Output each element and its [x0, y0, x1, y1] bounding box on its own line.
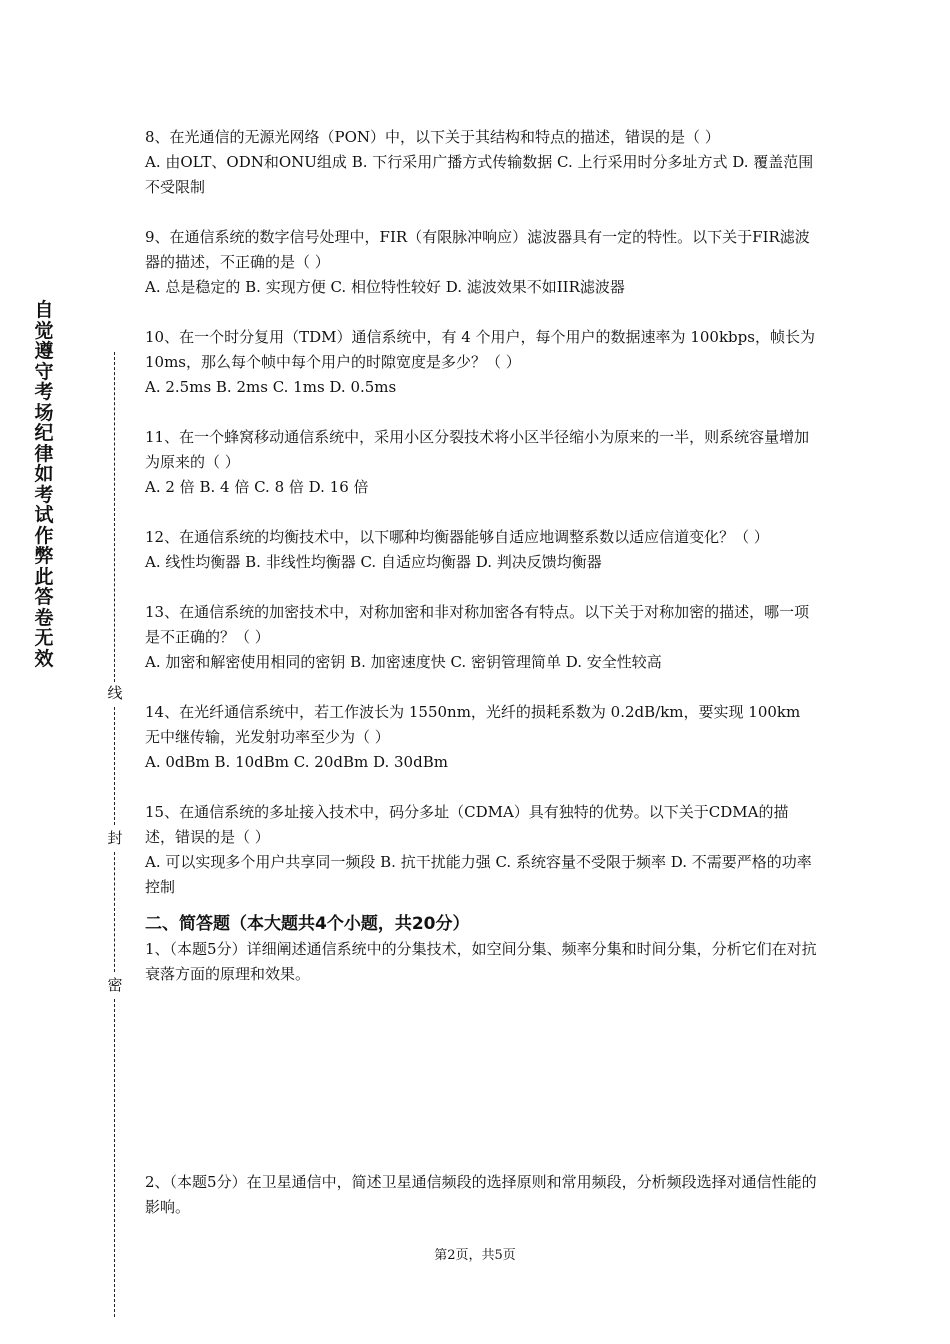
question-options: A. 加密和解密使用相同的密钥 B. 加密速度快 C. 密钥管理简单 D. 安全性较高: [145, 653, 662, 671]
binding-line: [104, 352, 126, 1317]
question-14: [145, 700, 817, 775]
question-8: [145, 125, 817, 200]
question-13: [145, 600, 817, 675]
question-options: A. 线性均衡器 B. 非线性均衡器 C. 自适应均衡器 D. 判决反馈均衡器: [145, 553, 602, 571]
question-stem: 14、在光纤通信系统中，若工作波长为 1550nm，光纤的损耗系数为 0.2dB/km，要实现 100km 无中继传输，光发射功率至少为（ ）: [145, 703, 801, 746]
question-stem: 11、在一个蜂窝移动通信系统中，采用小区分裂技术将小区半径缩小为原来的一半，则系统容量增加为原来的（ ）: [145, 428, 810, 471]
binding-dash: [114, 707, 115, 825]
binding-mark-line: 线: [107, 684, 123, 702]
question-stem: 8、在光通信的无源光网络（PON）中，以下关于其结构和特点的描述，错误的是（ ）: [145, 128, 720, 146]
question-options: A. 总是稳定的 B. 实现方便 C. 相位特性较好 D. 滤波效果不如IIR滤波器: [145, 278, 625, 296]
binding-dash: [114, 352, 115, 682]
question-options: A. 0dBm B. 10dBm C. 20dBm D. 30dBm: [145, 753, 448, 771]
question-stem: 13、在通信系统的加密技术中，对称加密和非对称加密各有特点。以下关于对称加密的描述，哪一项是不正确的？（ ）: [145, 603, 810, 646]
question-10: [145, 325, 817, 400]
question-12: [145, 525, 817, 575]
section-title: 二、简答题（本大题共4个小题，共20分）: [145, 914, 470, 934]
question-stem: 15、在通信系统的多址接入技术中，码分多址（CDMA）具有独特的优势。以下关于CDMA的描述，错误的是（ ）: [145, 803, 789, 846]
binding-dash: [114, 999, 115, 1317]
short-answer-2: 2、（本题5分）在卫星通信中，简述卫星通信频段的选择原则和常用频段，分析频段选择对通信性能的影响。: [145, 1173, 817, 1216]
question-stem: 9、在通信系统的数字信号处理中，FIR（有限脉冲响应）滤波器具有一定的特性。以下关于FIR滤波器的描述，不正确的是（ ）: [145, 228, 810, 271]
question-stem: 12、在通信系统的均衡技术中，以下哪种均衡器能够自适应地调整系数以适应信道变化？（ ）: [145, 528, 769, 546]
question-list: [145, 125, 817, 987]
exam-discipline-warning: 自觉遵守考场纪律如考试作弊此答卷无效: [34, 299, 54, 670]
question-15: [145, 800, 817, 900]
question-options: A. 2 倍 B. 4 倍 C. 8 倍 D. 16 倍: [145, 478, 369, 496]
short-answer-1: 1、（本题5分）详细阐述通信系统中的分集技术，如空间分集、频率分集和时间分集，分析它们在对抗衰落方面的原理和效果。: [145, 940, 817, 983]
question-options: A. 由OLT、ODN和ONU组成 B. 下行采用广播方式传输数据 C. 上行采用时分多址方式 D. 覆盖范围不受限制: [145, 153, 814, 196]
question-stem: 10、在一个时分复用（TDM）通信系统中，有 4 个用户，每个用户的数据速率为 100kbps，帧长为 10ms，那么每个帧中每个用户的时隙宽度是多少？（ ）: [145, 328, 815, 371]
binding-mark-secret: 密: [107, 976, 123, 994]
binding-mark-seal: 封: [107, 829, 123, 847]
question-9: [145, 225, 817, 300]
page-number: 第2页，共5页: [434, 1248, 516, 1263]
question-options: A. 2.5ms B. 2ms C. 1ms D. 0.5ms: [145, 378, 397, 396]
question-11: [145, 425, 817, 500]
binding-dash: [114, 852, 115, 972]
question-options: A. 可以实现多个用户共享同一频段 B. 抗干扰能力强 C. 系统容量不受限于频率 D. 不需要严格的功率控制: [145, 853, 812, 896]
